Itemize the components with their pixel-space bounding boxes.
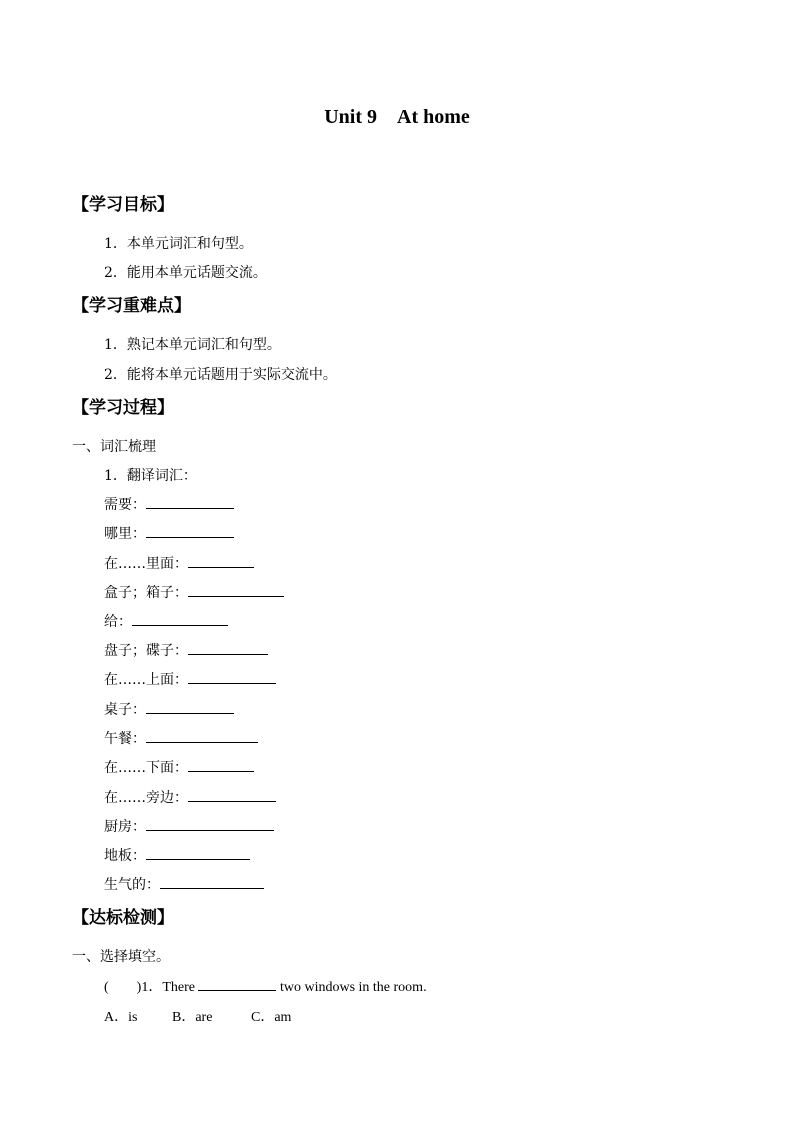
process-task: 1．翻译词汇： xyxy=(104,468,197,484)
section-heading-process: 【学习过程】 xyxy=(72,398,174,418)
question-1-prefix: ( )1．There xyxy=(104,980,195,995)
answer-blank[interactable] xyxy=(146,816,274,831)
goal-item-2: 2．能用本单元话题交流。 xyxy=(104,265,267,281)
answer-blank[interactable] xyxy=(160,874,264,889)
vocab-line: 在……旁边： xyxy=(104,787,276,807)
key-point-item-1: 1．熟记本单元词汇和句型。 xyxy=(104,337,281,353)
vocab-line: 午餐： xyxy=(104,728,258,748)
answer-blank[interactable] xyxy=(146,523,234,538)
vocab-line: 在……里面： xyxy=(104,553,254,573)
answer-blank[interactable] xyxy=(146,845,250,860)
title-topic: At home xyxy=(397,106,470,128)
vocab-line: 盘子；碟子： xyxy=(104,640,268,660)
section-heading-goals: 【学习目标】 xyxy=(72,195,174,215)
answer-blank[interactable] xyxy=(188,669,276,684)
option-c[interactable]: C．am xyxy=(251,1010,292,1025)
vocab-line: 厨房： xyxy=(104,816,274,836)
answer-blank[interactable] xyxy=(146,494,234,509)
question-1-blank[interactable] xyxy=(198,976,276,991)
process-part-title: 一、词汇梳理 xyxy=(72,439,156,455)
page-title xyxy=(0,106,794,129)
option-a[interactable]: A．is xyxy=(104,1010,138,1025)
vocab-line: 桌子： xyxy=(104,699,234,719)
section-heading-key-points: 【学习重难点】 xyxy=(72,296,191,316)
title-unit: Unit 9 xyxy=(324,106,378,128)
vocab-line: 生气的： xyxy=(104,874,264,894)
vocab-line: 需要： xyxy=(104,494,234,514)
vocab-line: 盒子；箱子： xyxy=(104,582,284,602)
answer-blank[interactable] xyxy=(146,699,234,714)
vocab-line: 在……下面： xyxy=(104,757,254,777)
answer-blank[interactable] xyxy=(188,640,268,655)
answer-blank[interactable] xyxy=(188,757,254,772)
vocab-line: 地板： xyxy=(104,845,250,865)
vocab-line: 在……上面： xyxy=(104,669,276,689)
answer-blank[interactable] xyxy=(188,787,276,802)
vocab-line: 哪里： xyxy=(104,523,234,543)
answer-blank[interactable] xyxy=(188,582,284,597)
section-heading-check: 【达标检测】 xyxy=(72,908,174,928)
question-1-suffix: two windows in the room. xyxy=(279,980,427,995)
answer-blank[interactable] xyxy=(146,728,258,743)
question-1 xyxy=(104,976,427,996)
vocab-line: 给： xyxy=(104,611,228,631)
option-b[interactable]: B．are xyxy=(172,1010,213,1025)
answer-blank[interactable] xyxy=(132,611,228,626)
key-point-item-2: 2．能将本单元话题用于实际交流中。 xyxy=(104,367,337,383)
check-part-title: 一、选择填空。 xyxy=(72,949,170,965)
answer-blank[interactable] xyxy=(188,553,254,568)
goal-item-1: 1．本单元词汇和句型。 xyxy=(104,236,253,252)
